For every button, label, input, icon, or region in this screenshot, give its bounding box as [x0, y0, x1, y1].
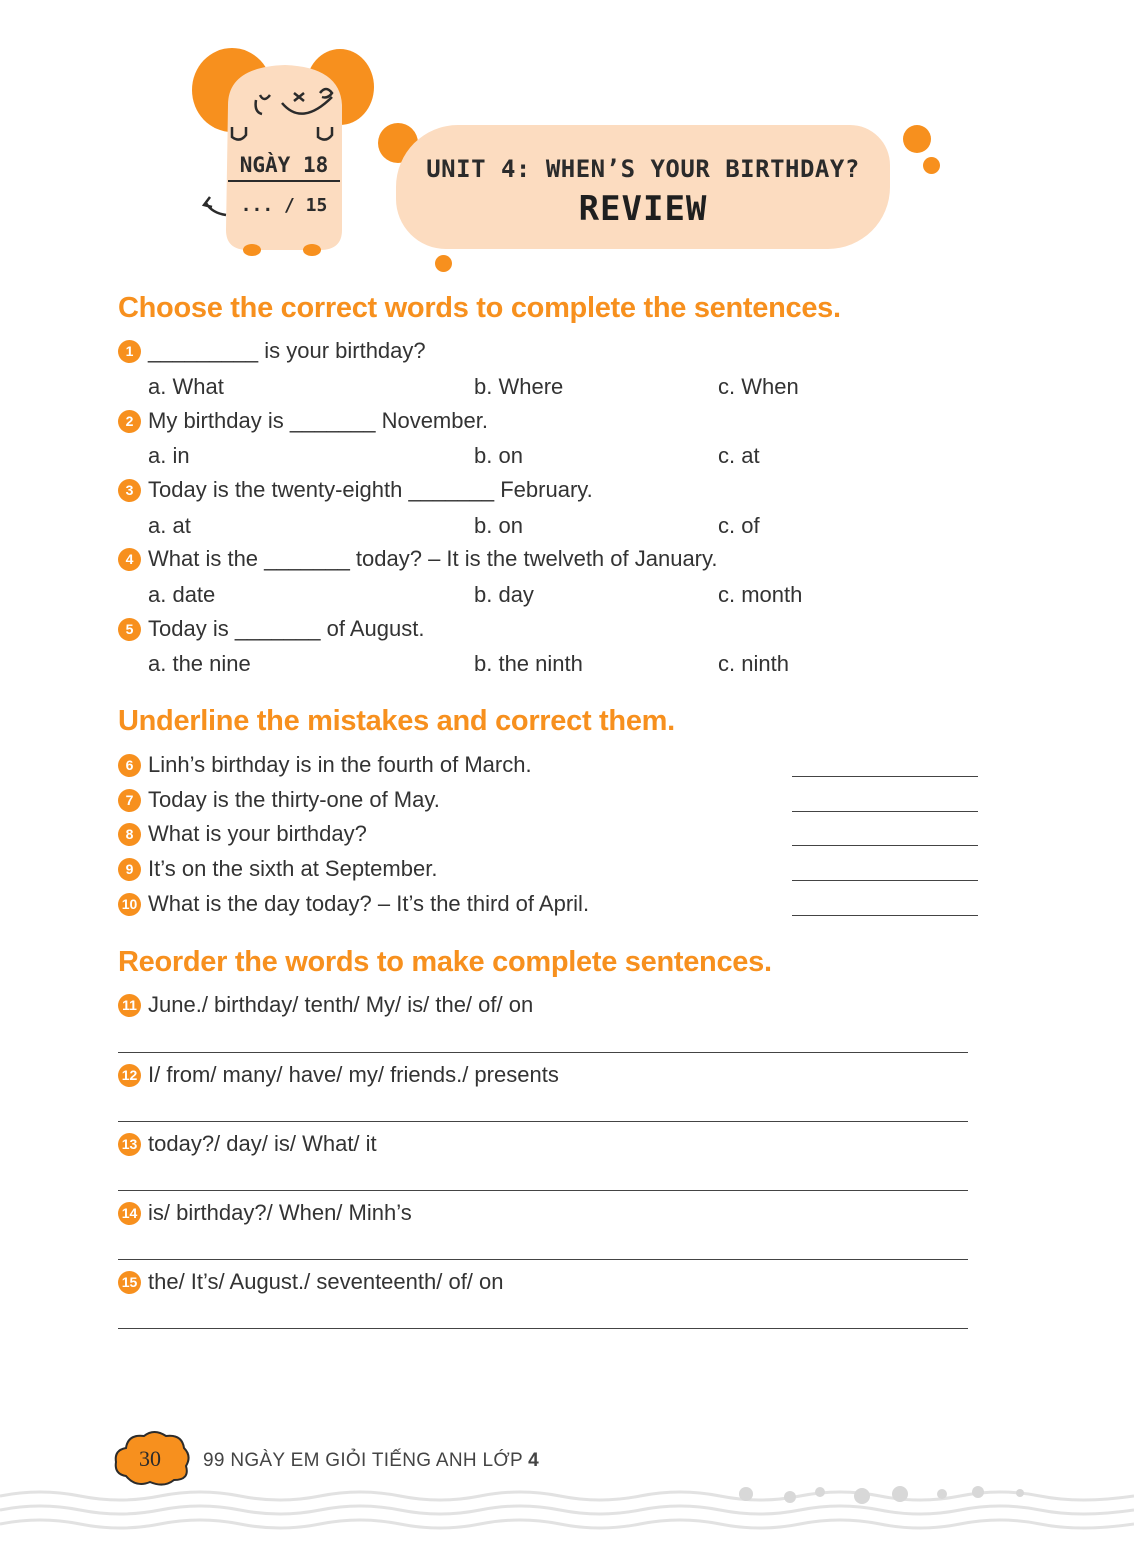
- option-b: b. the ninth: [474, 651, 583, 676]
- question-6: [118, 752, 532, 778]
- question-text: It’s on the sixth at September.: [148, 856, 438, 881]
- answer-line[interactable]: [792, 856, 978, 881]
- option-a: a. the nine: [148, 651, 251, 676]
- option-a: a. at: [148, 513, 191, 538]
- question-text: I/ from/ many/ have/ my/ friends./ presents: [148, 1062, 559, 1087]
- question-text: _________ is your birthday?: [148, 338, 426, 363]
- question-number: 1: [118, 340, 141, 363]
- question-7: [118, 787, 440, 813]
- question-9: [118, 856, 437, 882]
- option-c: c. at: [718, 443, 760, 468]
- question-number: 15: [118, 1271, 141, 1294]
- score-label: ... / 15: [240, 195, 328, 216]
- question-number: 3: [118, 479, 141, 502]
- question-13: [118, 1131, 377, 1157]
- question-number: 11: [118, 994, 141, 1017]
- question-number: 14: [118, 1202, 141, 1225]
- question-text: Today is the thirty-one of May.: [148, 787, 440, 812]
- question-1: [118, 338, 426, 364]
- title-banner: [396, 125, 890, 249]
- book-title: [203, 1450, 539, 1472]
- question-text: What is your birthday?: [148, 821, 367, 846]
- answer-line[interactable]: [792, 821, 978, 846]
- question-number: 13: [118, 1133, 141, 1156]
- option-b: b. on: [474, 513, 523, 538]
- book-title-prefix: 99 NGÀY EM GIỎI TIẾNG ANH LỚP: [203, 1450, 529, 1471]
- question-number: 9: [118, 858, 141, 881]
- option-b: b. Where: [474, 374, 564, 399]
- page-number-badge: [112, 1428, 192, 1490]
- review-title: REVIEW: [578, 189, 708, 229]
- elephant-mascot: [190, 45, 380, 260]
- day-label: NGÀY 18: [228, 153, 340, 182]
- option-c: c. ninth: [718, 651, 789, 676]
- question-number: 2: [118, 410, 141, 433]
- question-10: [118, 891, 589, 917]
- option-a: a. What: [148, 374, 224, 399]
- option-a: a. in: [148, 443, 190, 468]
- answer-line[interactable]: [792, 787, 978, 812]
- question-number: 8: [118, 823, 141, 846]
- question-5: [118, 616, 424, 642]
- answer-line[interactable]: [792, 752, 978, 777]
- question-15: [118, 1269, 504, 1295]
- answer-line[interactable]: [118, 1028, 968, 1053]
- decor-dot: [903, 125, 931, 153]
- option-b: b. on: [474, 443, 523, 468]
- option-a: a. date: [148, 582, 216, 607]
- section-title-choose: Choose the correct words to complete the sentences.: [118, 292, 841, 324]
- question-number: 12: [118, 1064, 141, 1087]
- answer-line[interactable]: [118, 1235, 968, 1260]
- decor-dot: [923, 157, 940, 174]
- question-text: My birthday is _______ November.: [148, 408, 488, 433]
- decor-dot: [435, 255, 452, 272]
- question-11: [118, 992, 533, 1018]
- question-number: 10: [118, 893, 141, 916]
- section-title-reorder: Reorder the words to make complete sentences.: [118, 946, 772, 978]
- question-number: 4: [118, 548, 141, 571]
- question-text: June./ birthday/ tenth/ My/ is/ the/ of/ on: [148, 992, 534, 1017]
- option-c: c. of: [718, 513, 760, 538]
- section-title-underline: Underline the mistakes and correct them.: [118, 705, 675, 737]
- answer-line[interactable]: [118, 1097, 968, 1122]
- question-number: 6: [118, 754, 141, 777]
- question-3: [118, 477, 593, 503]
- question-text: Today is _______ of August.: [148, 616, 425, 641]
- question-text: What is the _______ today? – It is the twelveth of January.: [148, 546, 718, 571]
- question-text: today?/ day/ is/ What/ it: [148, 1131, 377, 1156]
- question-text: Today is the twenty-eighth _______ February.: [148, 477, 593, 502]
- question-text: the/ It’s/ August./ seventeenth/ of/ on: [148, 1269, 504, 1294]
- page-number: 30: [139, 1446, 161, 1471]
- answer-line[interactable]: [118, 1166, 968, 1191]
- option-c: c. When: [718, 374, 799, 399]
- question-12: [118, 1062, 559, 1088]
- question-text: Linh’s birthday is in the fourth of March.: [148, 752, 532, 777]
- question-14: [118, 1200, 412, 1226]
- question-text: is/ birthday?/ When/ Minh’s: [148, 1200, 412, 1225]
- unit-title: UNIT 4: WHEN’S YOUR BIRTHDAY?: [426, 155, 860, 183]
- question-number: 7: [118, 789, 141, 812]
- question-4: [118, 546, 718, 572]
- question-8: [118, 821, 367, 847]
- book-title-grade: 4: [528, 1450, 540, 1471]
- answer-line[interactable]: [792, 891, 978, 916]
- option-b: b. day: [474, 582, 534, 607]
- option-c: c. month: [718, 582, 803, 607]
- wave-decoration: [0, 1482, 1134, 1542]
- answer-line[interactable]: [118, 1304, 968, 1329]
- question-number: 5: [118, 618, 141, 641]
- question-2: [118, 408, 488, 434]
- question-text: What is the day today? – It’s the third of April.: [148, 891, 590, 916]
